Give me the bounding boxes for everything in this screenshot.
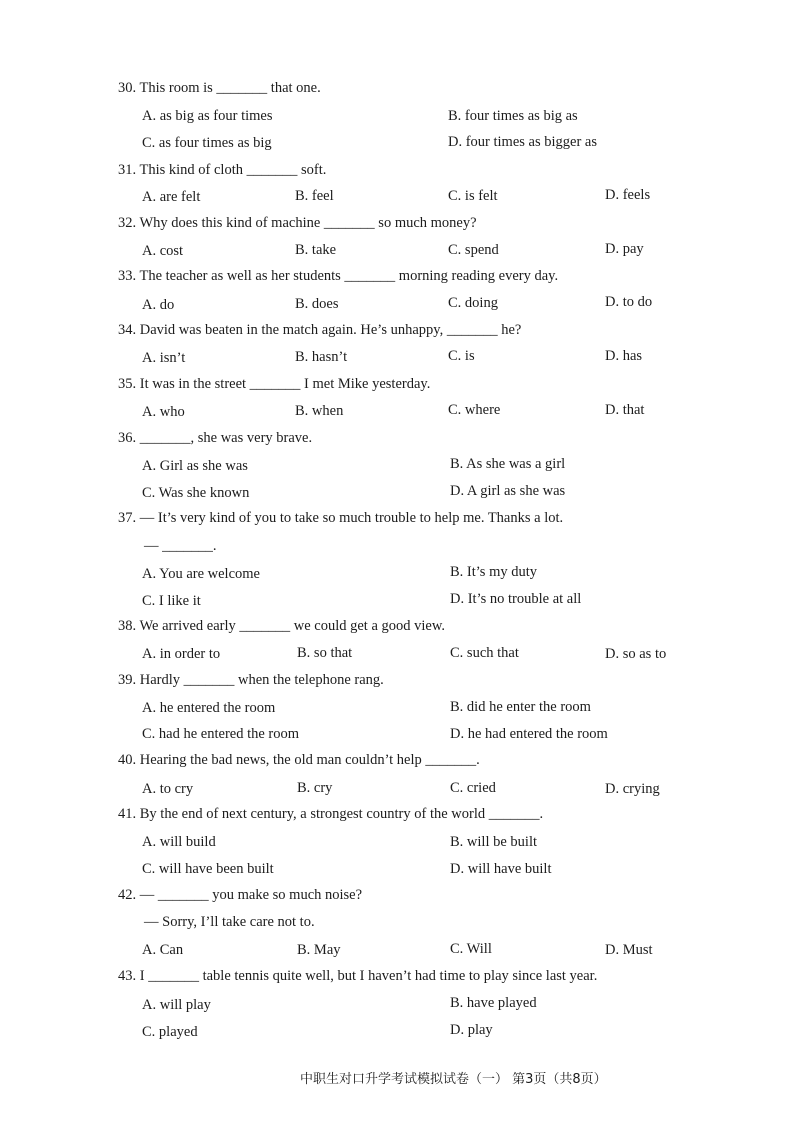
question-39-stem: 39. Hardly _______ when the telephone rang. <box>118 672 384 688</box>
question-37-option-c: C. I like it <box>142 593 201 609</box>
question-43-option-d: D. play <box>450 1022 493 1038</box>
question-42-option-a: A. Can <box>142 942 184 958</box>
question-43-option-b: B. have played <box>450 995 537 1011</box>
question-32-stem: 32. Why does this kind of machine _______ so much money? <box>118 215 477 231</box>
question-30-option-c: C. as four times as big <box>142 135 272 151</box>
question-41-stem: 41. By the end of next century, a strongest country of the world _______. <box>118 806 544 822</box>
question-39-option-b: B. did he enter the room <box>450 699 591 715</box>
question-36-stem: 36. _______, she was very brave. <box>118 430 313 446</box>
question-39-option-a: A. he entered the room <box>142 700 276 716</box>
question-42-option-d: D. Must <box>605 942 653 958</box>
question-39-option-c: C. had he entered the room <box>142 726 300 742</box>
question-38-option-a: A. in order to <box>142 646 221 662</box>
question-34-option-b: B. hasn’t <box>295 349 348 365</box>
question-33-option-a: A. do <box>142 297 175 313</box>
question-33-option-d: D. to do <box>605 294 653 310</box>
question-40-option-a: A. to cry <box>142 781 194 797</box>
question-30-option-a: A. as big as four times <box>142 108 273 124</box>
question-31-option-c: C. is felt <box>448 188 498 204</box>
question-43-stem: 43. I _______ table tennis quite well, but I haven’t had time to play since last year. <box>118 968 598 984</box>
question-35-option-b: B. when <box>295 403 344 419</box>
question-36-option-d: D. A girl as she was <box>450 483 566 499</box>
question-35-option-d: D. that <box>605 402 645 418</box>
question-36-option-b: B. As she was a girl <box>450 456 566 472</box>
question-38-option-b: B. so that <box>297 645 353 661</box>
question-40-option-b: B. cry <box>297 780 333 796</box>
question-37-option-b: B. It’s my duty <box>450 564 538 580</box>
question-32-option-b: B. take <box>295 242 337 258</box>
question-40-option-d: D. crying <box>605 781 660 797</box>
question-33-stem: 33. The teacher as well as her students _______ morning reading every day. <box>118 268 559 284</box>
question-37-option-a: A. You are welcome <box>142 566 260 582</box>
question-38-option-d: D. so as to <box>605 646 667 662</box>
question-35-option-c: C. where <box>448 402 501 418</box>
question-38-stem: 38. We arrived early _______ we could get a good view. <box>118 618 446 634</box>
question-31-option-a: A. are felt <box>142 189 201 205</box>
question-37-stem: 37. — It’s very kind of you to take so much trouble to help me. Thanks a lot. <box>118 510 564 526</box>
question-42-option-c: C. Will <box>450 941 492 957</box>
question-34-option-c: C. is <box>448 348 475 364</box>
question-42-stem: 42. — _______ you make so much noise? <box>118 887 363 903</box>
question-38-option-c: C. such that <box>450 645 519 661</box>
question-33-option-c: C. doing <box>448 295 498 311</box>
question-42-reply-line: — Sorry, I’ll take care not to. <box>144 914 315 930</box>
question-40-stem: 40. Hearing the bad news, the old man couldn’t help _______. <box>118 752 480 768</box>
question-39-option-d: D. he had entered the room <box>450 726 608 742</box>
question-35-stem: 35. It was in the street _______ I met Mike yesterday. <box>118 376 431 392</box>
question-41-option-c: C. will have been built <box>142 861 274 877</box>
question-34-option-a: A. isn’t <box>142 350 186 366</box>
question-43-option-c: C. played <box>142 1024 198 1040</box>
question-41-option-d: D. will have built <box>450 861 552 877</box>
question-41-option-a: A. will build <box>142 834 216 850</box>
question-40-option-c: C. cried <box>450 780 496 796</box>
question-35-option-a: A. who <box>142 404 185 420</box>
question-30-option-d: D. four times as bigger as <box>448 134 597 150</box>
question-36-option-c: C. Was she known <box>142 485 250 501</box>
question-37-option-d: D. It’s no trouble at all <box>450 591 582 607</box>
question-30-option-b: B. four times as big as <box>448 108 578 124</box>
question-36-option-a: A. Girl as she was <box>142 458 248 474</box>
question-31-option-d: D. feels <box>605 187 651 203</box>
question-43-option-a: A. will play <box>142 997 211 1013</box>
question-42-option-b: B. May <box>297 942 341 958</box>
question-37-reply-line: — _______. <box>144 538 217 554</box>
question-34-option-d: D. has <box>605 348 643 364</box>
question-32-option-a: A. cost <box>142 243 184 259</box>
page-footer: 中职生对口升学考试模拟试卷（一） 第3页（共8页） <box>300 1072 607 1087</box>
question-31-stem: 31. This kind of cloth _______ soft. <box>118 162 327 178</box>
question-30-stem: 30. This room is _______ that one. <box>118 80 321 96</box>
question-41-option-b: B. will be built <box>450 834 537 850</box>
question-32-option-d: D. pay <box>605 241 644 257</box>
question-33-option-b: B. does <box>295 296 339 312</box>
question-32-option-c: C. spend <box>448 242 499 258</box>
question-31-option-b: B. feel <box>295 188 334 204</box>
question-34-stem: 34. David was beaten in the match again. He’s unhappy, _______ he? <box>118 322 522 338</box>
